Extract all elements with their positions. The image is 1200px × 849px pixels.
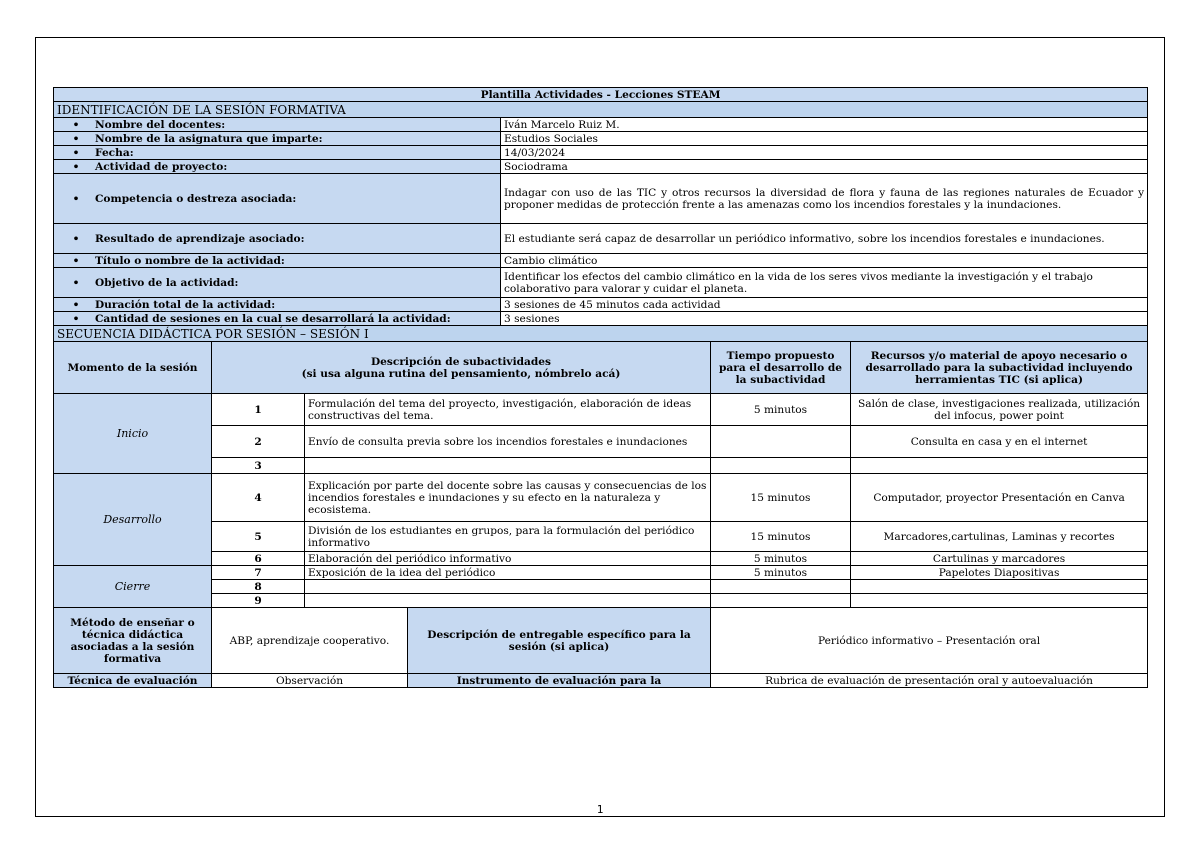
field-label: Duración total de la actividad: xyxy=(95,298,276,311)
table-row xyxy=(54,394,1148,426)
step-description: Formulación del tema del proyecto, investigación, elaboración de ideas constructivas del tema. xyxy=(305,394,711,426)
instrument-label: Instrumento de evaluación para la xyxy=(408,674,711,688)
sequence-heading: SECUENCIA DIDÁCTICA POR SESIÓN – SESIÓN I xyxy=(54,326,1148,342)
step-number: 3 xyxy=(212,458,305,474)
step-number: 7 xyxy=(212,566,305,580)
method-value: ABP, aprendizaje cooperativo. xyxy=(212,608,408,674)
step-time xyxy=(711,426,851,458)
field-label: Nombre de la asignatura que imparte: xyxy=(95,132,323,145)
identification-row xyxy=(54,132,1148,146)
field-label: Actividad de proyecto: xyxy=(95,160,228,173)
bullet-icon: • xyxy=(72,312,80,325)
activity-template-document xyxy=(53,87,1147,688)
column-header-time: Tiempo propuesto para el desarrollo de la subactividad xyxy=(711,342,851,394)
moment-cierre: Cierre xyxy=(54,566,212,608)
step-time: 5 minutos xyxy=(711,552,851,566)
step-number: 8 xyxy=(212,580,305,594)
field-label: Título o nombre de la actividad: xyxy=(95,254,285,267)
field-value: Identificar los efectos del cambio climático en la vida de los seres vivos mediante la investigación y el trabajo colaborativo para valorar y cuidar el planeta. xyxy=(501,268,1148,298)
bullet-icon: • xyxy=(72,160,80,173)
bullet-icon: • xyxy=(72,146,80,159)
step-number: 6 xyxy=(212,552,305,566)
step-resources: Salón de clase, investigaciones realizada, utilización del infocus, power point xyxy=(851,394,1148,426)
step-resources: Consulta en casa y en el internet xyxy=(851,426,1148,458)
field-label: Fecha: xyxy=(95,146,134,159)
step-number: 2 xyxy=(212,426,305,458)
method-label: Método de enseñar o técnica didáctica asociadas a la sesión formativa xyxy=(54,608,212,674)
table-row xyxy=(54,474,1148,522)
identification-row xyxy=(54,224,1148,254)
moment-inicio: Inicio xyxy=(54,394,212,474)
field-label: Nombre del docentes: xyxy=(95,118,226,131)
field-label: Competencia o destreza asociada: xyxy=(95,192,297,205)
sequence-header-row xyxy=(54,342,1148,394)
evaluation-value: Observación xyxy=(212,674,408,688)
step-time: 5 minutos xyxy=(711,394,851,426)
bullet-icon: • xyxy=(72,132,80,145)
step-number: 1 xyxy=(212,394,305,426)
bullet-icon: • xyxy=(72,254,80,267)
identification-row xyxy=(54,174,1148,224)
field-value: 3 sesiones de 45 minutos cada actividad xyxy=(501,298,1148,312)
field-value: Iván Marcelo Ruiz M. xyxy=(501,118,1148,132)
evaluation-label: Técnica de evaluación xyxy=(54,674,212,688)
field-value: El estudiante será capaz de desarrollar un periódico informativo, sobre los incendios forestales e inundaciones. xyxy=(501,224,1148,254)
evaluation-row xyxy=(54,674,1148,688)
step-time xyxy=(711,458,851,474)
step-resources xyxy=(851,458,1148,474)
step-description xyxy=(305,458,711,474)
bullet-icon: • xyxy=(72,118,80,131)
activity-template-table xyxy=(53,87,1148,688)
field-value: Cambio climático xyxy=(501,254,1148,268)
instrument-value: Rubrica de evaluación de presentación oral y autoevaluación xyxy=(711,674,1148,688)
moment-desarrollo: Desarrollo xyxy=(54,474,212,566)
field-value: Sociodrama xyxy=(501,160,1148,174)
step-time: 15 minutos xyxy=(711,522,851,552)
step-resources: Computador, proyector Presentación en Canva xyxy=(851,474,1148,522)
page-bottom-rule xyxy=(35,816,1165,817)
identification-row xyxy=(54,160,1148,174)
document-title: Plantilla Actividades - Lecciones STEAM xyxy=(54,88,1148,102)
step-resources xyxy=(851,594,1148,608)
page-number: 1 xyxy=(596,803,604,816)
step-description xyxy=(305,594,711,608)
table-row xyxy=(54,594,1148,608)
step-description: Elaboración del periódico informativo xyxy=(305,552,711,566)
step-time xyxy=(711,594,851,608)
step-resources: Papelotes Diapositivas xyxy=(851,566,1148,580)
step-time xyxy=(711,580,851,594)
bullet-icon: • xyxy=(72,298,80,311)
table-row xyxy=(54,580,1148,594)
field-value: Estudios Sociales xyxy=(501,132,1148,146)
step-description: Explicación por parte del docente sobre las causas y consecuencias de los incendios forestales e inundaciones y su efecto en la naturaleza y ecosistema. xyxy=(305,474,711,522)
table-row xyxy=(54,552,1148,566)
field-value: 14/03/2024 xyxy=(501,146,1148,160)
table-row xyxy=(54,458,1148,474)
step-resources: Marcadores,cartulinas, Laminas y recortes xyxy=(851,522,1148,552)
field-value: Indagar con uso de las TIC y otros recursos la diversidad de flora y fauna de las regiones naturales de Ecuador y proponer medidas de protección frente a las amenazas como los incendios forestales y la inundaciones. xyxy=(501,174,1148,224)
method-row xyxy=(54,608,1148,674)
step-number: 9 xyxy=(212,594,305,608)
step-time: 5 minutos xyxy=(711,566,851,580)
bullet-icon: • xyxy=(72,192,80,205)
bullet-icon: • xyxy=(72,232,80,245)
identification-row xyxy=(54,312,1148,326)
step-description xyxy=(305,580,711,594)
column-header-moment: Momento de la sesión xyxy=(54,342,212,394)
deliverable-label: Descripción de entregable específico para la sesión (si aplica) xyxy=(408,608,711,674)
step-description: División de los estudiantes en grupos, para la formulación del periódico informativo xyxy=(305,522,711,552)
step-number: 5 xyxy=(212,522,305,552)
identification-row xyxy=(54,254,1148,268)
step-resources xyxy=(851,580,1148,594)
identification-row xyxy=(54,146,1148,160)
table-row xyxy=(54,566,1148,580)
step-description: Exposición de la idea del periódico xyxy=(305,566,711,580)
step-description: Envío de consulta previa sobre los incendios forestales e inundaciones xyxy=(305,426,711,458)
identification-row xyxy=(54,268,1148,298)
column-header-description: Descripción de subactividades (si usa alguna rutina del pensamiento, nómbrelo acá) xyxy=(212,342,711,394)
identification-row xyxy=(54,298,1148,312)
field-value: 3 sesiones xyxy=(501,312,1148,326)
field-label: Cantidad de sesiones en la cual se desarrollará la actividad: xyxy=(95,312,451,325)
identification-heading: IDENTIFICACIÓN DE LA SESIÓN FORMATIVA xyxy=(54,102,1148,118)
field-label: Objetivo de la actividad: xyxy=(95,276,239,289)
column-header-resources: Recursos y/o material de apoyo necesario o desarrollado para la subactividad incluyendo herramientas TIC (si aplica) xyxy=(851,342,1148,394)
step-number: 4 xyxy=(212,474,305,522)
table-row xyxy=(54,426,1148,458)
step-resources: Cartulinas y marcadores xyxy=(851,552,1148,566)
step-time: 15 minutos xyxy=(711,474,851,522)
identification-row xyxy=(54,118,1148,132)
bullet-icon: • xyxy=(72,276,80,289)
field-label: Resultado de aprendizaje asociado: xyxy=(95,232,305,245)
table-row xyxy=(54,522,1148,552)
deliverable-value: Periódico informativo – Presentación oral xyxy=(711,608,1148,674)
